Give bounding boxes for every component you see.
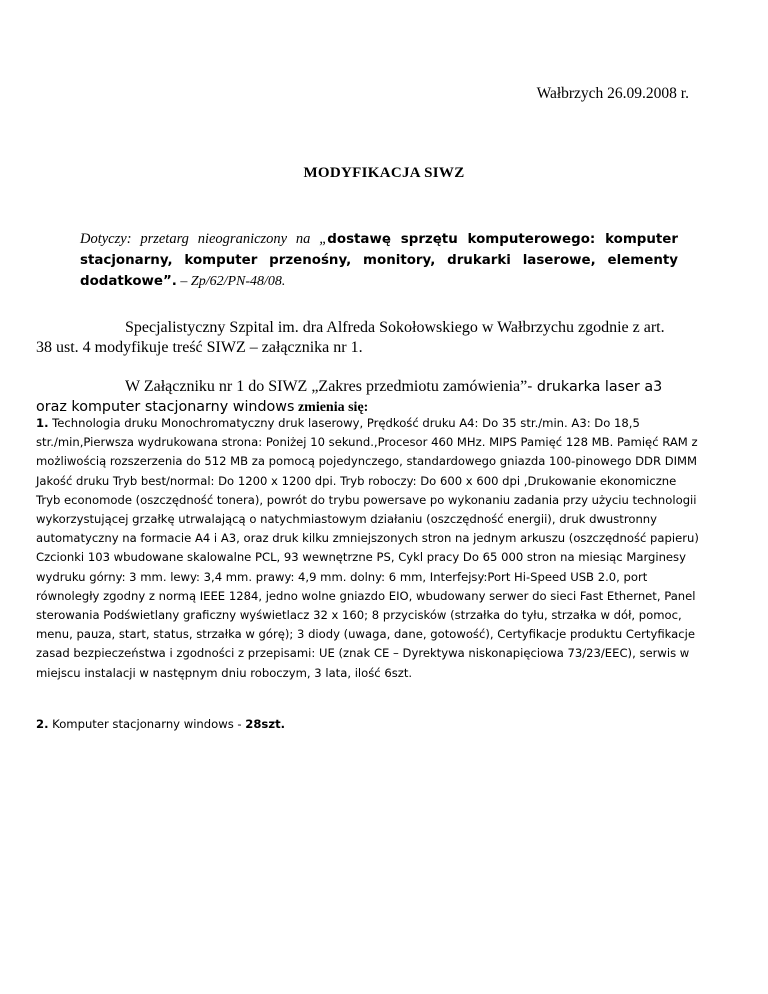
item-1-text: Technologia druku Monochromatyczny druk laserowy, Prędkość druku A4: Do 35 str./min. A3: Do 18,5 str./min,Pierwsza wydrukowana strona: Poniżej 10 sekund.,Procesor 460 MHz. MIPS Pamięć 128 MB. Pamięć RAM z możliwością rozszerzenia do 512 MB za pomocą pojedynczego, standardowego gniazda 100-pinowego DDR DIMM Jakość druku Tryb best/normal: Do 1200 x 1200 dpi. Tryb roboczy: Do 600 x 600 dpi ,Drukowanie ekonomiczne Tryb economode (oszczędność tonera), powrót do trybu powersave po wykonaniu zadania przy użyciu technologii wykorzystującej grzałkę utrwalającą o natychmiastowym działaniu (oszczędność energii), druk dwustronny automatyczny na formacie A4 i A3, oraz druk kilku zmniejszonych stron na jednym arkuszu (oszczędność papieru) Czcionki 103 wbudowane skalowalne PCL, 93 wewnętrzne PS, Cykl pracy Do 65 000 stron na miesiąc Marginesy wydruku górny: 3 mm. lewy: 3,4 mm. prawy: 4,9 mm. dolny: 6 mm, Interfejsy:Port Hi-Speed USB 2.0, port równoległy zgodny z normą IEEE 1284, jedno wolne gniazdo EIO, wbudowany serwer do sieci Fast Ethernet, Panel sterowania Podświetlany graficzny wyświetlacz 32 x 160; 8 przycisków (strzałka do tyłu, strzałka w dół, pomoc, menu, pauza, start, status, strzałka w górę); 3 diody (uwaga, dane, gotowość), Certyfikacje produktu Certyfikacje zasad bezpieczeństwa i zgodności z przepisami: UE (znak CE – Dyrektywa niskonapięciowa 73/23/EEC), serwis w miejscu instalacji w następnym dniu roboczym, 3 lata, ilość 6szt. [36, 416, 699, 680]
subject-lead: Dotyczy: przetarg nieograniczony na „ [80, 231, 328, 247]
item-1-number: 1. [36, 416, 49, 430]
attachment-paragraph [36, 377, 696, 418]
item-1-specification [36, 414, 700, 683]
attachment-change: zmienia się: [294, 400, 369, 415]
attachment-serif: W Załączniku nr 1 do SIWZ „Zakres przedmiotu zamówienia” [125, 378, 528, 395]
subject-reference: – Zp/62/PN-48/08. [176, 274, 286, 289]
item-2-text: Komputer stacjonarny windows - [48, 717, 246, 731]
modification-intro: Specjalistyczny Szpital im. dra Alfreda Sokołowskiego w Wałbrzychu zgodnie z art. 38 ust. 4 modyfikuje treść SIWZ – załącznika nr 1. [36, 319, 665, 356]
subject-bold: dostawę sprzętu komputerowego: komputer stacjonarny, komputer przenośny, monitory, drukarki laserowe, elementy dodatkowe”. [80, 232, 678, 289]
place-date: Wałbrzych 26.09.2008 r. [536, 85, 689, 102]
item-2-quantity: 28szt. [245, 717, 286, 731]
item-2-number: 2. [36, 717, 49, 731]
item-2 [36, 717, 285, 731]
document-title: MODYFIKACJA SIWZ [303, 165, 465, 181]
attachment-sans: - drukarka laser a3 oraz komputer stacjonarny windows [36, 379, 663, 415]
subject-paragraph [80, 229, 678, 292]
